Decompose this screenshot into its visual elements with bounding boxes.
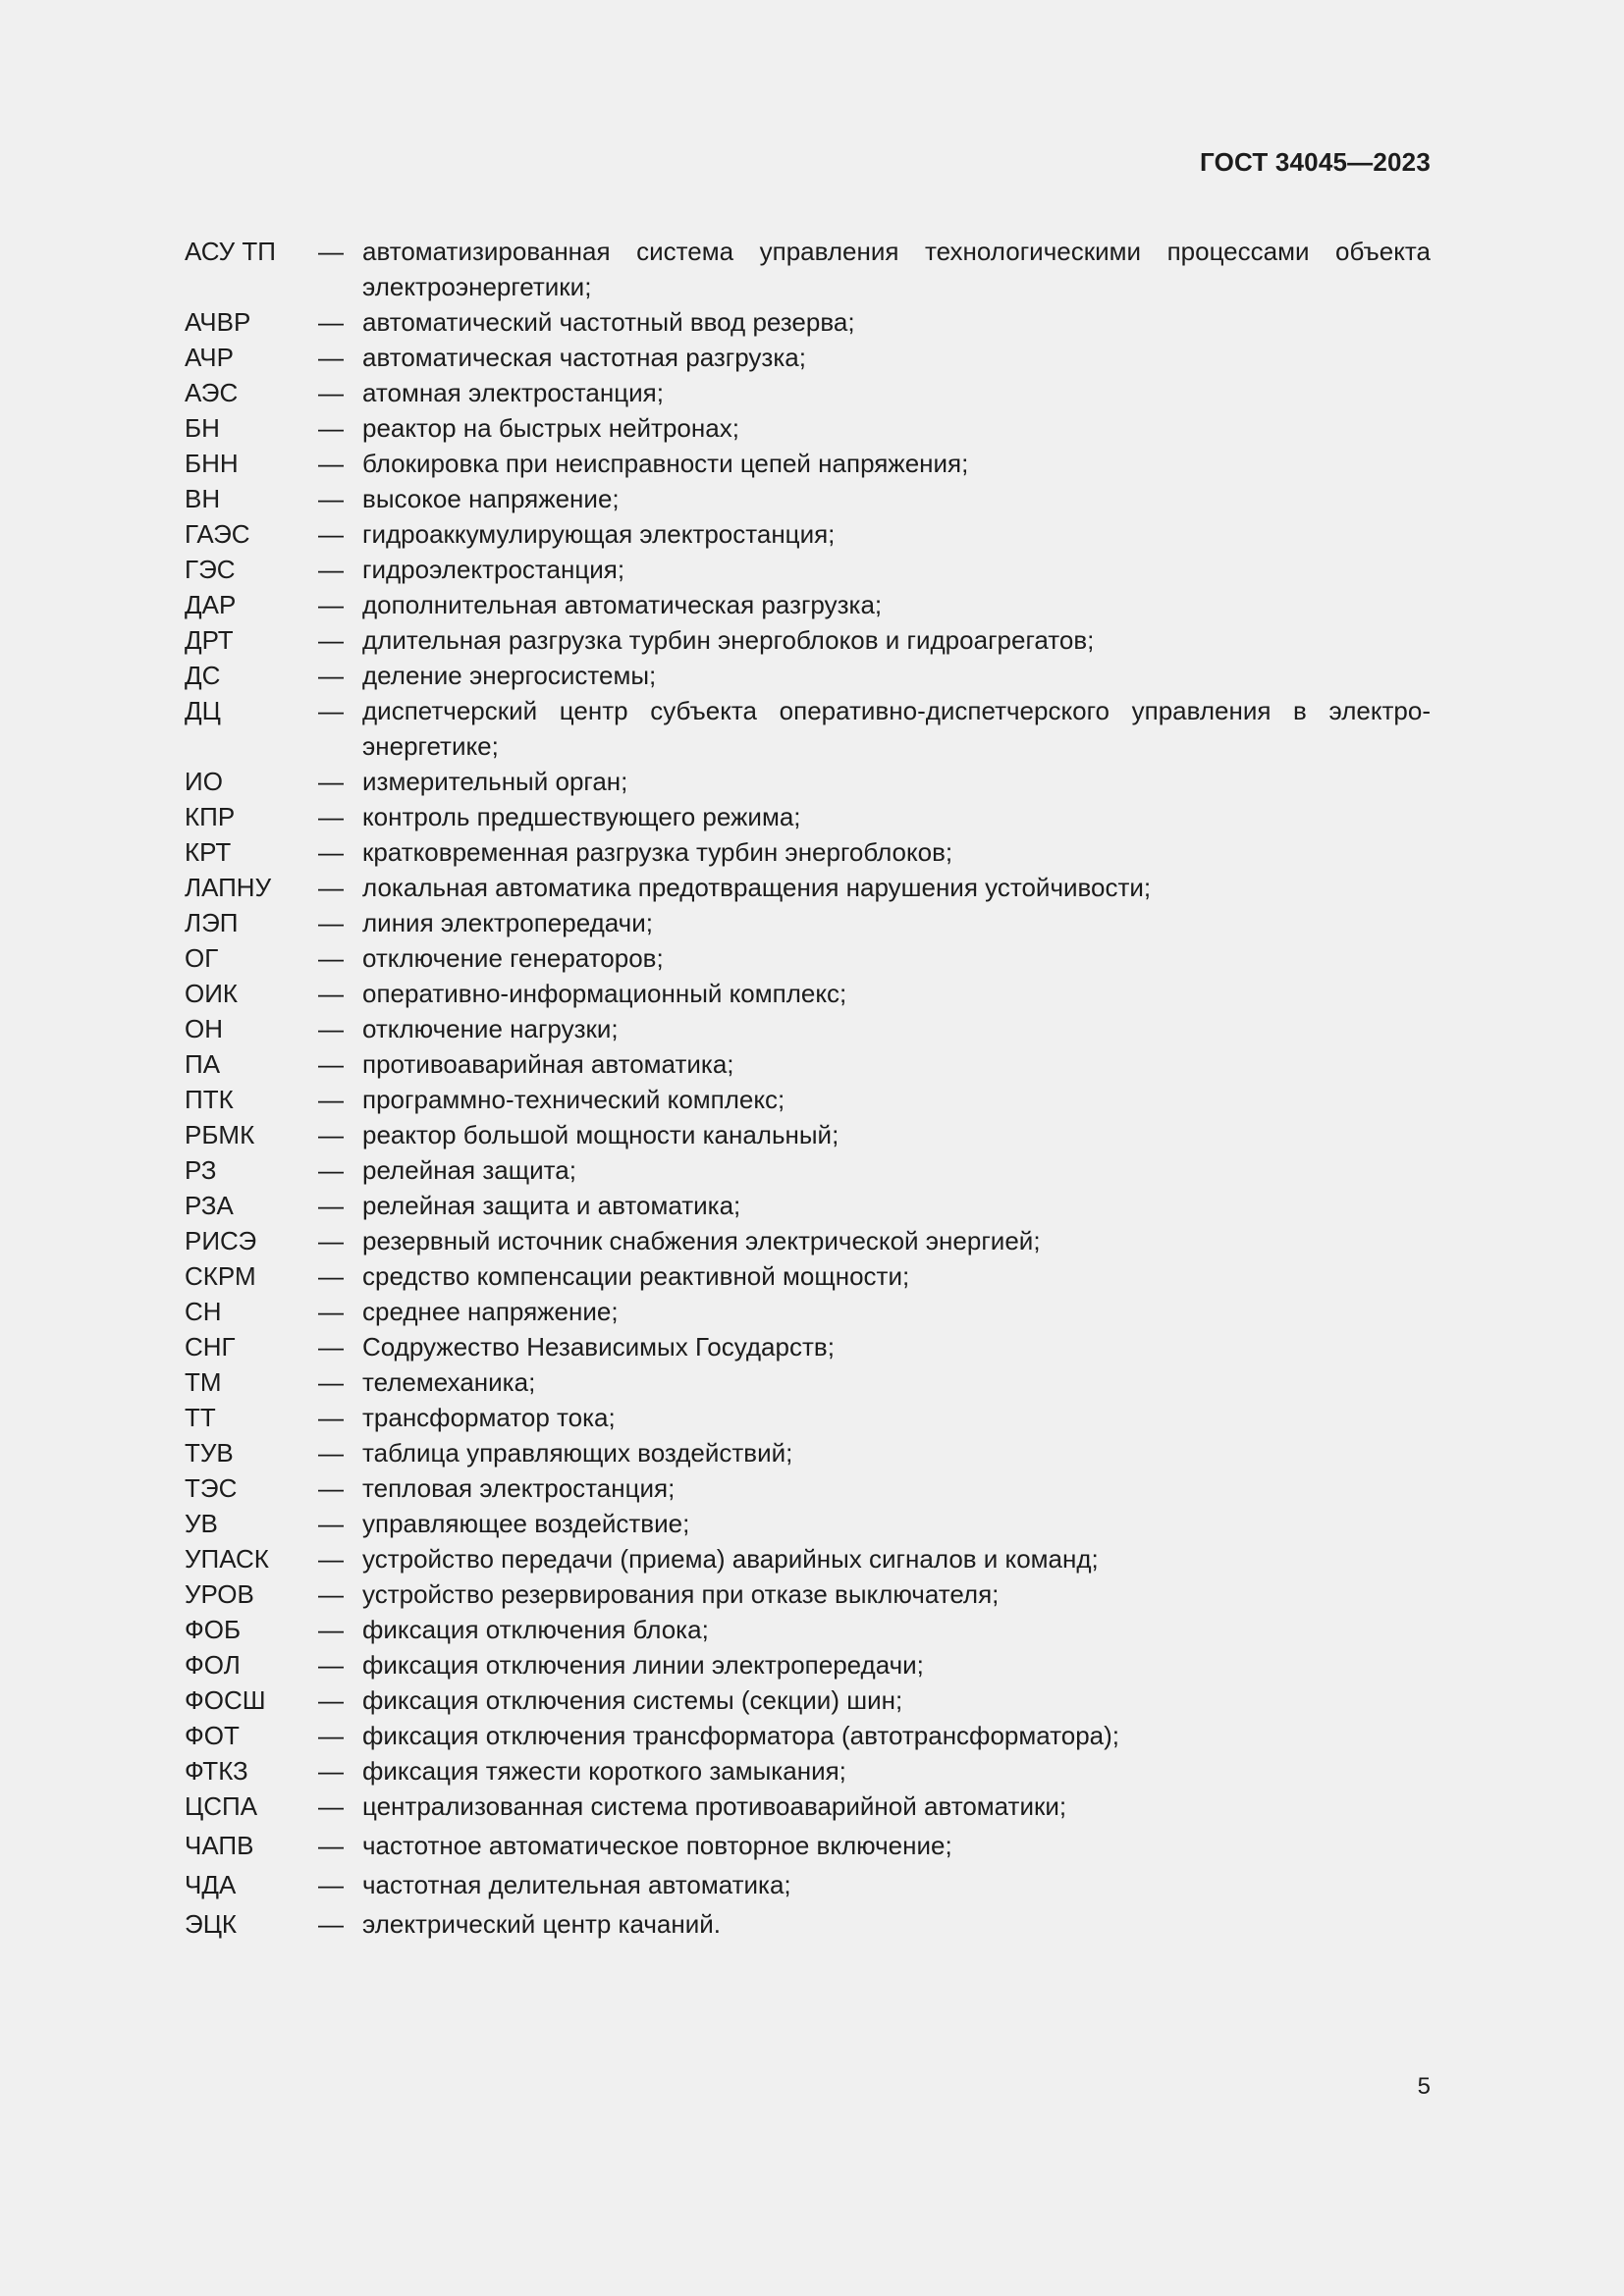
em-dash: — xyxy=(318,1297,344,1326)
abbreviation-definition: атомная электростанция; xyxy=(362,378,664,407)
list-item xyxy=(185,1152,1431,1188)
abbreviation-term: ФОБ xyxy=(185,1615,242,1644)
em-dash: — xyxy=(318,625,344,655)
abbreviation-term: УПАСК xyxy=(185,1544,269,1574)
em-dash: — xyxy=(318,1261,344,1291)
em-dash: — xyxy=(318,1509,344,1538)
abbreviation-definition: линия электропередачи; xyxy=(362,908,653,937)
abbreviation-term: ГЭС xyxy=(185,555,236,584)
em-dash: — xyxy=(318,1120,344,1149)
em-dash: — xyxy=(318,449,344,478)
list-item xyxy=(185,1867,1431,1902)
list-item xyxy=(185,1718,1431,1753)
abbreviation-term: ДЦ xyxy=(185,696,221,725)
abbreviation-definition: гидроаккумулирующая электростанция; xyxy=(362,519,836,549)
abbreviation-definition: централизованная система противоаварийной автоматики; xyxy=(362,1791,1067,1821)
abbreviation-term: АЭС xyxy=(185,378,239,407)
abbreviation-term: ФОЛ xyxy=(185,1650,241,1680)
abbreviation-definition: противоаварийная автоматика; xyxy=(362,1049,734,1079)
abbreviation-term: РЗА xyxy=(185,1191,234,1220)
em-dash: — xyxy=(318,1685,344,1715)
abbreviation-definition: гидроэлектростанция; xyxy=(362,555,625,584)
em-dash: — xyxy=(318,590,344,619)
abbreviation-term: АЧВР xyxy=(185,307,251,337)
list-item xyxy=(185,1011,1431,1046)
list-item xyxy=(185,799,1431,834)
list-item xyxy=(185,1258,1431,1294)
em-dash: — xyxy=(318,1049,344,1079)
abbreviation-term: ВН xyxy=(185,484,221,513)
list-item xyxy=(185,976,1431,1011)
list-item xyxy=(185,375,1431,410)
abbreviation-definition: отключение генераторов; xyxy=(362,943,664,973)
list-item xyxy=(185,1753,1431,1789)
em-dash: — xyxy=(318,1791,344,1821)
em-dash: — xyxy=(318,1403,344,1432)
abbreviation-definition: программно-технический комплекс; xyxy=(362,1085,785,1114)
abbreviation-term: ЭЦК xyxy=(185,1909,238,1939)
list-item xyxy=(185,446,1431,481)
abbreviation-definition: тепловая электростанция; xyxy=(362,1473,676,1503)
abbreviation-definition: высокое напряжение; xyxy=(362,484,620,513)
em-dash: — xyxy=(318,519,344,549)
list-item xyxy=(185,481,1431,516)
abbreviation-term: УВ xyxy=(185,1509,218,1538)
abbreviation-term: РИСЭ xyxy=(185,1226,257,1255)
abbreviation-term: ЧАПВ xyxy=(185,1831,254,1860)
abbreviation-term: ТМ xyxy=(185,1367,222,1397)
list-item xyxy=(185,1541,1431,1576)
abbreviation-term: ОН xyxy=(185,1014,223,1043)
abbreviation-definition: трансформатор тока; xyxy=(362,1403,616,1432)
list-item xyxy=(185,304,1431,340)
list-item xyxy=(185,1329,1431,1364)
list-item xyxy=(185,622,1431,658)
abbreviation-term: ОГ xyxy=(185,943,219,973)
em-dash: — xyxy=(318,661,344,690)
em-dash: — xyxy=(318,873,344,902)
abbreviation-term: ФОТ xyxy=(185,1721,240,1750)
abbreviation-definition: фиксация отключения линии электропередачи; xyxy=(362,1650,924,1680)
abbreviation-definition: реактор большой мощности канальный; xyxy=(362,1120,839,1149)
em-dash: — xyxy=(318,555,344,584)
list-item xyxy=(185,340,1431,375)
em-dash: — xyxy=(318,908,344,937)
abbreviation-definition: измерительный орган; xyxy=(362,767,628,796)
em-dash: — xyxy=(318,1014,344,1043)
abbreviation-term: ДАР xyxy=(185,590,237,619)
abbreviation-term: АСУ ТП xyxy=(185,237,276,266)
em-dash: — xyxy=(318,1085,344,1114)
abbreviation-definition: фиксация отключения системы (секции) шин; xyxy=(362,1685,903,1715)
abbreviation-definition: частотное автоматическое повторное включение; xyxy=(362,1831,952,1860)
list-item xyxy=(185,693,1431,764)
abbreviation-definition: диспетчерский центр субъекта оперативно-диспетчерского управления в электро-энергетике; xyxy=(362,696,1431,761)
abbreviation-definition: кратковременная разгрузка турбин энергоблоков; xyxy=(362,837,953,867)
abbreviation-definition: Содружество Независимых Государств; xyxy=(362,1332,835,1362)
list-item xyxy=(185,834,1431,870)
list-item xyxy=(185,1682,1431,1718)
abbreviation-definition: средство компенсации реактивной мощности; xyxy=(362,1261,910,1291)
abbreviation-definition: автоматический частотный ввод резерва; xyxy=(362,307,855,337)
abbreviation-definition: фиксация тяжести короткого замыкания; xyxy=(362,1756,846,1786)
list-item xyxy=(185,1828,1431,1863)
abbreviation-definition: телемеханика; xyxy=(362,1367,536,1397)
abbreviation-definition: резервный источник снабжения электрической энергией; xyxy=(362,1226,1041,1255)
em-dash: — xyxy=(318,837,344,867)
em-dash: — xyxy=(318,1438,344,1468)
abbreviation-term: УРОВ xyxy=(185,1579,254,1609)
em-dash: — xyxy=(318,1756,344,1786)
abbreviation-term: ГАЭС xyxy=(185,519,250,549)
em-dash: — xyxy=(318,237,344,266)
list-item xyxy=(185,870,1431,905)
abbreviation-definition: частотная делительная автоматика; xyxy=(362,1870,791,1899)
abbreviation-term: КПР xyxy=(185,802,236,831)
abbreviation-definition: локальная автоматика предотвращения нарушения устойчивости; xyxy=(362,873,1152,902)
list-item xyxy=(185,1906,1431,1942)
abbreviation-term: ЦСПА xyxy=(185,1791,258,1821)
abbreviation-term: РЗ xyxy=(185,1155,217,1185)
em-dash: — xyxy=(318,1367,344,1397)
abbreviation-definition: релейная защита и автоматика; xyxy=(362,1191,741,1220)
em-dash: — xyxy=(318,1579,344,1609)
em-dash: — xyxy=(318,378,344,407)
abbreviation-definition: фиксация отключения трансформатора (автотрансформатора); xyxy=(362,1721,1119,1750)
abbreviation-definition: устройство передачи (приема) аварийных сигналов и команд; xyxy=(362,1544,1099,1574)
abbreviation-definition: контроль предшествующего режима; xyxy=(362,802,801,831)
em-dash: — xyxy=(318,979,344,1008)
list-item xyxy=(185,1364,1431,1400)
list-item xyxy=(185,516,1431,552)
abbreviation-definition: электрический центр качаний. xyxy=(362,1909,722,1939)
list-item xyxy=(185,1400,1431,1435)
abbreviation-definition: автоматизированная система управления технологическими процессами объекта электроэнергетики; xyxy=(362,237,1431,301)
list-item xyxy=(185,940,1431,976)
em-dash: — xyxy=(318,1650,344,1680)
abbreviation-term: ДРТ xyxy=(185,625,234,655)
list-item xyxy=(185,764,1431,799)
abbreviation-definition: устройство резервирования при отказе выключателя; xyxy=(362,1579,1000,1609)
abbreviation-term: ПА xyxy=(185,1049,221,1079)
abbreviation-definition: отключение нагрузки; xyxy=(362,1014,619,1043)
em-dash: — xyxy=(318,1155,344,1185)
em-dash: — xyxy=(318,1831,344,1860)
list-item xyxy=(185,1647,1431,1682)
abbreviation-term: РБМК xyxy=(185,1120,255,1149)
abbreviation-definition: блокировка при неисправности цепей напряжения; xyxy=(362,449,969,478)
list-item xyxy=(185,1506,1431,1541)
abbreviation-term: ТЭС xyxy=(185,1473,238,1503)
abbreviation-term: ТТ xyxy=(185,1403,216,1432)
abbreviation-definition: таблица управляющих воздействий; xyxy=(362,1438,793,1468)
list-item xyxy=(185,1188,1431,1223)
list-item xyxy=(185,1435,1431,1470)
abbreviation-term: СНГ xyxy=(185,1332,236,1362)
em-dash: — xyxy=(318,1226,344,1255)
abbreviation-term: ФОСШ xyxy=(185,1685,266,1715)
list-item xyxy=(185,552,1431,587)
abbreviation-definition: автоматическая частотная разгрузка; xyxy=(362,343,806,372)
list-item xyxy=(185,234,1431,304)
abbreviation-term: БН xyxy=(185,413,220,443)
list-item xyxy=(185,1223,1431,1258)
em-dash: — xyxy=(318,413,344,443)
em-dash: — xyxy=(318,802,344,831)
list-item xyxy=(185,1470,1431,1506)
abbreviation-definition: фиксация отключения блока; xyxy=(362,1615,709,1644)
abbreviation-term: СКРМ xyxy=(185,1261,256,1291)
abbreviation-definition: среднее напряжение; xyxy=(362,1297,619,1326)
em-dash: — xyxy=(318,943,344,973)
abbreviation-term: ДС xyxy=(185,661,221,690)
abbreviation-term: СН xyxy=(185,1297,222,1326)
list-item xyxy=(185,1789,1431,1824)
em-dash: — xyxy=(318,307,344,337)
abbreviation-term: ЧДА xyxy=(185,1870,237,1899)
em-dash: — xyxy=(318,767,344,796)
list-item xyxy=(185,658,1431,693)
em-dash: — xyxy=(318,1615,344,1644)
abbreviation-definition: управляющее воздействие; xyxy=(362,1509,690,1538)
list-item xyxy=(185,587,1431,622)
em-dash: — xyxy=(318,1473,344,1503)
em-dash: — xyxy=(318,696,344,725)
page-number: 5 xyxy=(1417,2073,1431,2100)
abbreviation-term: ПТК xyxy=(185,1085,234,1114)
abbreviation-term: ФТКЗ xyxy=(185,1756,248,1786)
abbreviation-term: АЧР xyxy=(185,343,234,372)
abbreviation-term: ЛАПНУ xyxy=(185,873,272,902)
list-item xyxy=(185,1117,1431,1152)
em-dash: — xyxy=(318,484,344,513)
list-item xyxy=(185,905,1431,940)
em-dash: — xyxy=(318,1909,344,1939)
abbreviation-term: ОИК xyxy=(185,979,239,1008)
abbreviation-term: БНН xyxy=(185,449,239,478)
list-item xyxy=(185,1082,1431,1117)
abbreviation-term: ИО xyxy=(185,767,223,796)
em-dash: — xyxy=(318,1191,344,1220)
em-dash: — xyxy=(318,1721,344,1750)
abbreviation-term: ТУВ xyxy=(185,1438,234,1468)
em-dash: — xyxy=(318,1544,344,1574)
em-dash: — xyxy=(318,1870,344,1899)
list-item xyxy=(185,1576,1431,1612)
abbreviation-definition: релейная защита; xyxy=(362,1155,576,1185)
list-item xyxy=(185,1294,1431,1329)
list-item xyxy=(185,1046,1431,1082)
abbreviation-term: ЛЭП xyxy=(185,908,239,937)
em-dash: — xyxy=(318,343,344,372)
abbreviation-definition: оперативно-информационный комплекс; xyxy=(362,979,847,1008)
em-dash: — xyxy=(318,1332,344,1362)
abbreviation-definition: реактор на быстрых нейтронах; xyxy=(362,413,739,443)
document-header: ГОСТ 34045—2023 xyxy=(1200,147,1431,177)
abbreviation-list xyxy=(185,234,1431,1942)
list-item xyxy=(185,410,1431,446)
abbreviation-definition: деление энергосистемы; xyxy=(362,661,657,690)
abbreviation-definition: длительная разгрузка турбин энергоблоков и гидроагрегатов; xyxy=(362,625,1095,655)
abbreviation-definition: дополнительная автоматическая разгрузка; xyxy=(362,590,883,619)
list-item xyxy=(185,1612,1431,1647)
abbreviation-term: КРТ xyxy=(185,837,232,867)
